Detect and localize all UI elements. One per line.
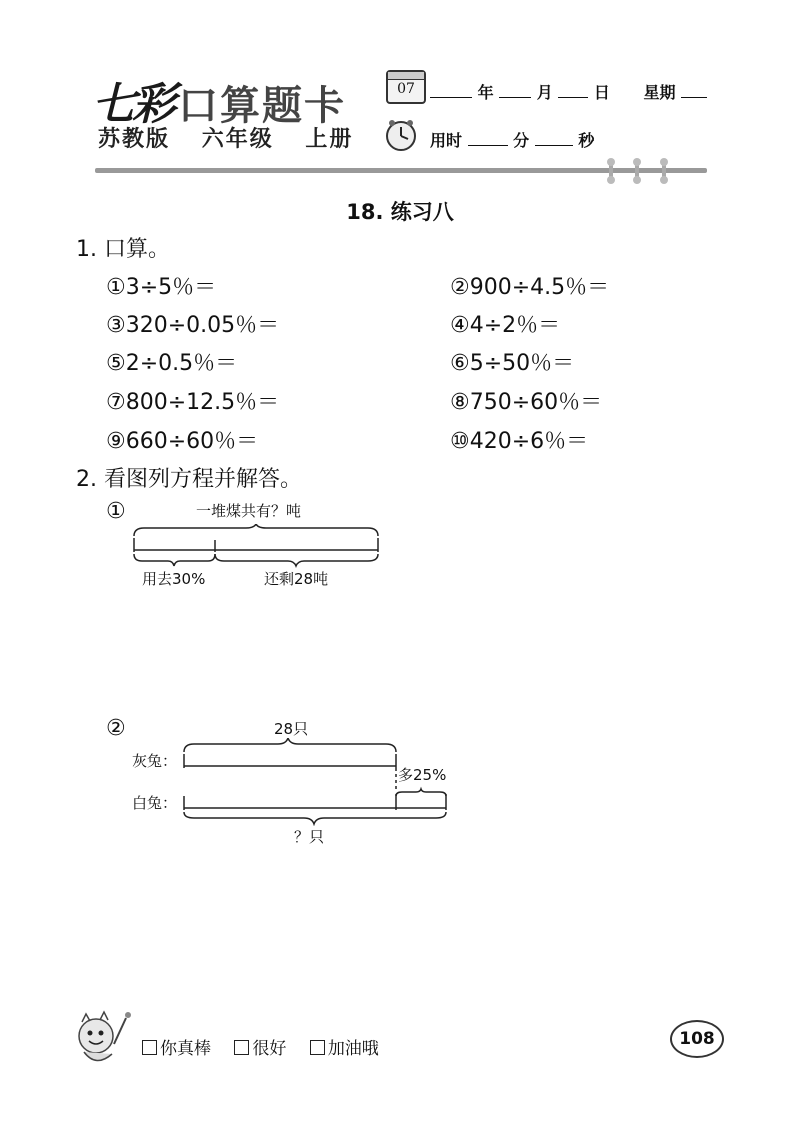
minute-label: 分 xyxy=(513,131,530,150)
section2-heading: 2. 看图列方程并解答。 xyxy=(76,467,302,492)
second-blank[interactable] xyxy=(535,131,573,146)
weekday-blank[interactable] xyxy=(681,83,707,98)
calendar-icon xyxy=(386,70,426,104)
minute-blank[interactable] xyxy=(468,131,508,146)
brand-title: 口算题卡 xyxy=(178,83,346,129)
year-label: 年 xyxy=(477,83,494,102)
diagram1-marker: ① xyxy=(106,499,126,524)
self-evaluation-options xyxy=(142,1034,397,1059)
diagram2-marker: ② xyxy=(106,716,126,741)
date-fill-row xyxy=(430,80,707,103)
option-keep-going[interactable] xyxy=(310,1039,379,1059)
time-fill-row xyxy=(430,128,594,151)
month-label: 月 xyxy=(536,83,553,102)
edition-volume: 上册 xyxy=(305,127,354,152)
problem-2: ②900÷4.5％＝ xyxy=(450,275,610,300)
diagram2-white-count-label: ？只 xyxy=(294,828,325,846)
diagram2-gray-label: 灰兔： xyxy=(132,752,178,770)
problem-6: ⑥5÷50％＝ xyxy=(450,351,575,376)
problem-5: ⑤2÷0.5％＝ xyxy=(106,351,238,376)
checkbox-good[interactable] xyxy=(234,1040,249,1055)
problem-1: ①3÷5％＝ xyxy=(106,275,217,300)
problem-10: ⑩420÷6％＝ xyxy=(450,429,589,454)
day-blank[interactable] xyxy=(558,83,588,98)
diagram2-gray-count-label: 28只 xyxy=(274,720,309,738)
diagram1-segment-diagram xyxy=(128,524,384,568)
diagram2-more-label: 多25% xyxy=(398,766,447,784)
calendar-number: 07 xyxy=(397,81,415,97)
page-number: 108 xyxy=(670,1020,724,1058)
option-great[interactable] xyxy=(142,1039,211,1059)
diagram1-used-label: 用去30% xyxy=(142,570,206,588)
option-keep-going-label: 加油哦 xyxy=(327,1039,379,1059)
day-label: 日 xyxy=(593,83,610,102)
clock-icon xyxy=(384,118,418,152)
problem-4: ④4÷2％＝ xyxy=(450,313,561,338)
checkbox-keep-going[interactable] xyxy=(310,1040,325,1055)
option-good-label: 很好 xyxy=(252,1039,287,1059)
header-divider xyxy=(95,168,707,173)
lesson-title: 18. 练习八 xyxy=(346,200,454,224)
brand-logo xyxy=(92,68,346,130)
checkbox-great[interactable] xyxy=(142,1040,157,1055)
diagram1-remain-label: 还剩28吨 xyxy=(264,570,329,588)
option-good[interactable] xyxy=(234,1039,286,1059)
diagram1-total-label: 一堆煤共有？吨 xyxy=(196,502,302,520)
diagram2-segment-diagram xyxy=(180,738,452,826)
time-used-label: 用时 xyxy=(430,131,463,150)
section1-heading: 1. 口算。 xyxy=(76,237,170,262)
edition-grade: 六年级 xyxy=(201,127,274,152)
year-blank[interactable] xyxy=(430,83,472,98)
option-great-label: 你真棒 xyxy=(160,1039,211,1059)
month-blank[interactable] xyxy=(499,83,531,98)
diagram2-white-label: 白兔： xyxy=(132,794,178,812)
problem-8: ⑧750÷60％＝ xyxy=(450,390,603,415)
weekday-label: 星期 xyxy=(643,83,676,102)
problem-7: ⑦800÷12.5％＝ xyxy=(106,390,280,415)
brand-qi: 七彩 xyxy=(92,79,172,130)
problem-9: ⑨660÷60％＝ xyxy=(106,429,259,454)
edition-info xyxy=(98,122,375,153)
second-label: 秒 xyxy=(578,131,595,150)
problem-3: ③320÷0.05％＝ xyxy=(106,313,280,338)
edition-publisher: 苏教版 xyxy=(98,127,171,152)
mascot-icon xyxy=(70,1008,136,1070)
